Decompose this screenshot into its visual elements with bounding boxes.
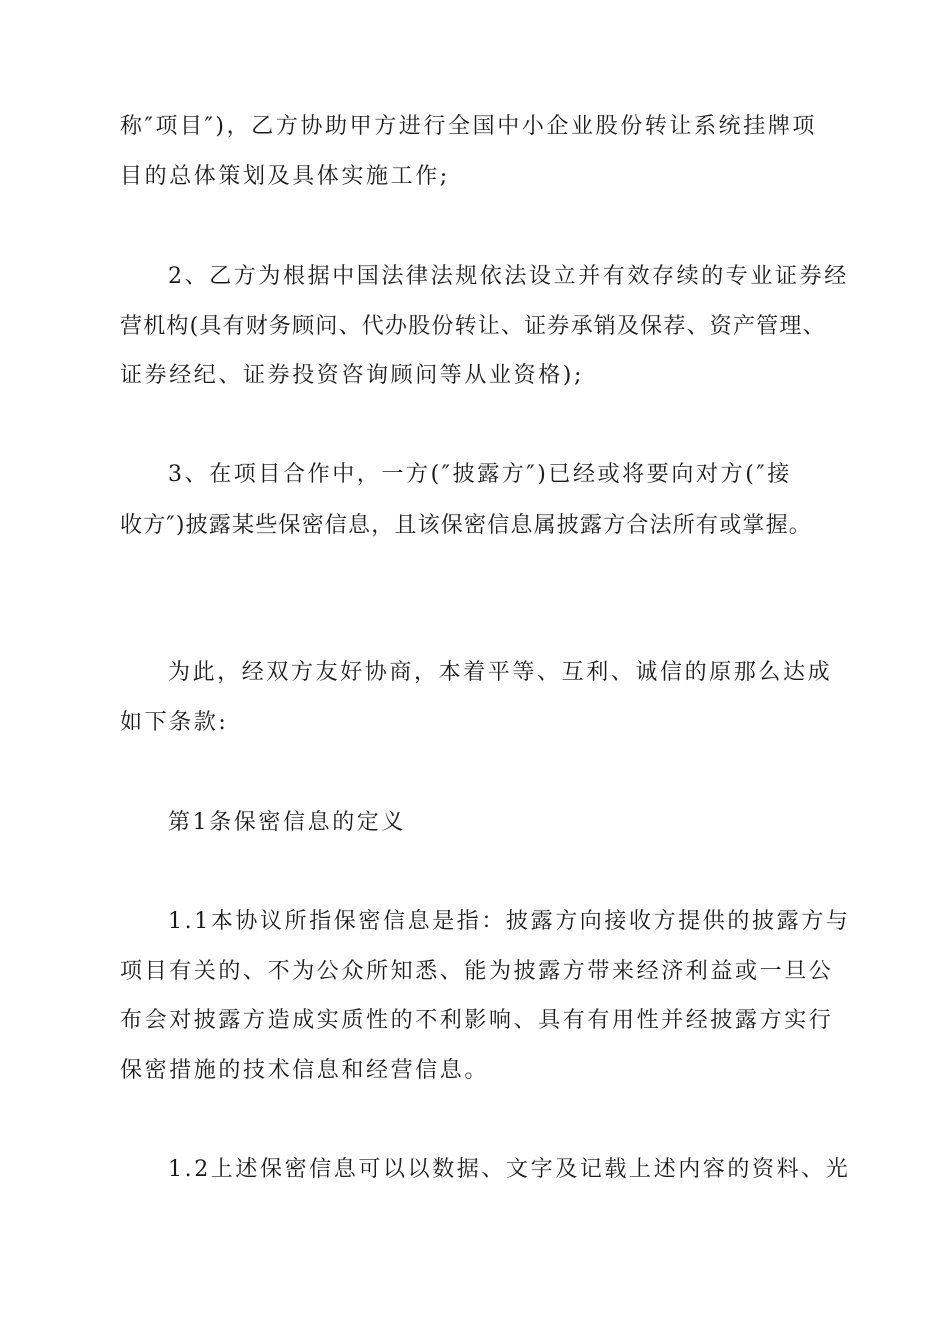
text-line: 保密措施的技术信息和经营信息。 [120,1058,490,1083]
section-heading: 第1条保密信息的定义 [168,810,406,835]
text-line: 项目有关的、不为公众所知悉、能为披露方带来经济利益或一旦公 [120,959,834,984]
text-line: 2、乙方为根据中国法律法规依法设立并有效存续的专业证券经 [168,264,849,289]
text-line: 称″项目″)，乙方协助甲方进行全国中小企业股份转让系统挂牌项 [120,114,818,139]
text-line: 证券经纪、证券投资咨询顾问等从业资格); [120,363,584,388]
text-line: 为此，经双方友好协商，本着平等、互利、诚信的原那么达成 [168,660,833,685]
text-line: 如下条款: [120,710,229,735]
text-line: 3、在项目合作中，一方(″披露方″)已经或将要向对方(″接 [168,462,792,487]
text-line: 布会对披露方造成实质性的不利影响、具有有用性并经披露方实行 [120,1008,834,1033]
text-line: 1.2上述保密信息可以以数据、文字及记载上述内容的资料、光 [168,1157,851,1182]
text-line: 营机构(具有财务顾问、代办股份转让、证券承销及保荐、资产管理、 [120,314,826,339]
text-line: 目的总体策划及具体实施工作; [120,164,450,189]
text-line: 1.1本协议所指保密信息是指：披露方向接收方提供的披露方与 [168,909,851,934]
text-line: 收方″)披露某些保密信息，且该保密信息属披露方合法所有或掌握。 [120,513,813,538]
